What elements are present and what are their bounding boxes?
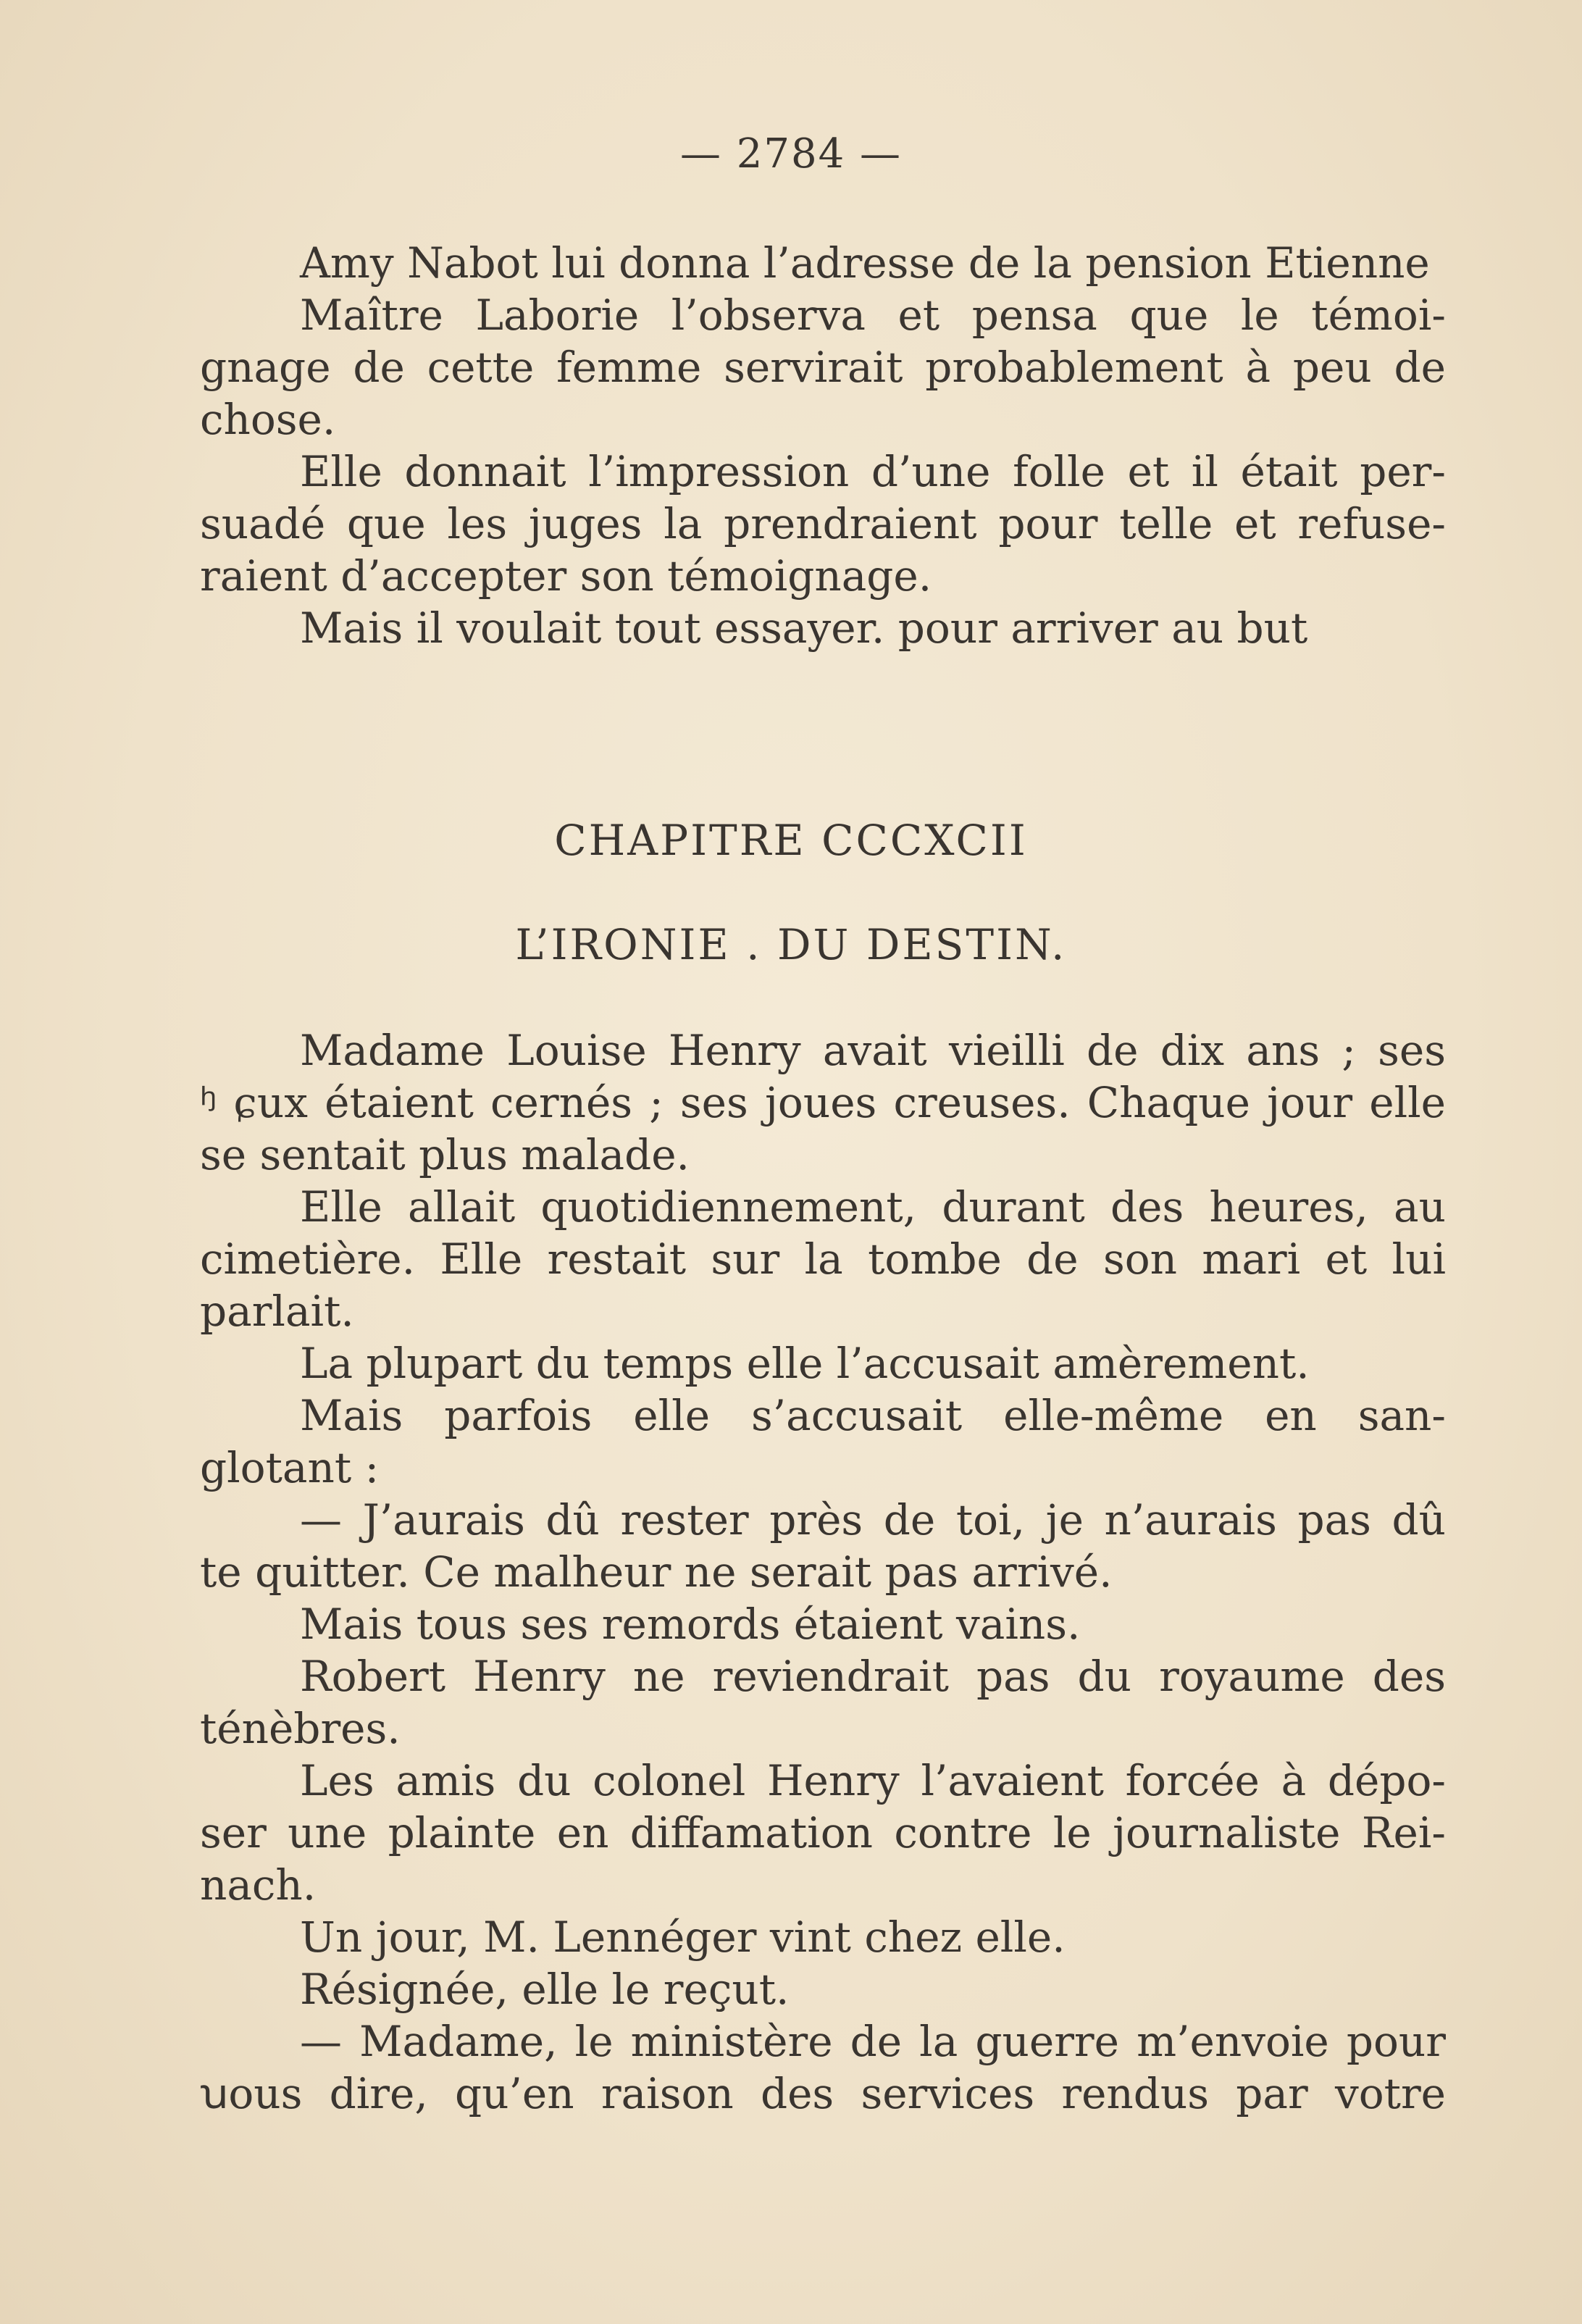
paragraph-line: Elle donnait l’impression d’une folle et il était per- — [300, 447, 1446, 496]
paragraph-line: Mais il voulait tout essayer. pour arriver au but — [300, 603, 1308, 653]
paragraph-line: — Madame, le ministère de la guerre m’envoie pour — [300, 2017, 1446, 2066]
paragraph-line: — J’aurais dû rester près de toi, je n’aurais pas dû — [300, 1495, 1446, 1545]
paragraph-line: Maître Laborie l’observa et pensa que le témoi- — [300, 290, 1446, 340]
paragraph-line: ténèbres. — [200, 1704, 401, 1753]
paragraph-line: ꭒous dire, qu’en raison des services rendus par votre — [200, 2069, 1446, 2118]
paragraph-line: te quitter. Ce malheur ne serait pas arrivé. — [200, 1547, 1113, 1597]
paragraph-line: raient d’accepter son témoignage. — [200, 551, 932, 601]
paragraph-line: se sentait plus malade. — [200, 1130, 690, 1179]
paragraph-line: Robert Henry ne reviendrait pas du royaume des — [300, 1652, 1446, 1701]
paragraph-line: parlait. — [200, 1287, 354, 1336]
chapter-heading: CHAPITRE CCCXCII — [554, 816, 1028, 865]
paragraph-line: Les amis du colonel Henry l’avaient forcée à dépo- — [300, 1756, 1446, 1805]
paragraph-line: ser une plainte en diffamation contre le journaliste Rei- — [200, 1808, 1446, 1857]
paragraph-line: Elle allait quotidiennement, durant des heures, au — [300, 1182, 1446, 1232]
paragraph-line: Amy Nabot lui donna l’adresse de la pension Etienne — [300, 238, 1430, 288]
paragraph-line: Un jour, M. Lennéger vint chez elle. — [300, 1913, 1066, 1962]
paragraph-line: cimetière. Elle restait sur la tombe de son mari et lui — [200, 1234, 1446, 1284]
paragraph-line: gnage de cette femme servirait probablement à peu de — [200, 343, 1446, 392]
page-number: — 2784 — — [679, 130, 903, 177]
paragraph-line: nach. — [200, 1860, 317, 1910]
paragraph-line: glotant : — [200, 1443, 380, 1492]
paragraph-line: La plupart du temps elle l’accusait amèrement. — [300, 1339, 1310, 1388]
paragraph-line: ꭜ ɕux étaient cernés ; ses joues creuses. Chaque jour elle — [200, 1078, 1446, 1127]
chapter-body — [200, 1024, 1446, 2120]
paragraph-line: Madame Louise Henry avait vieilli de dix ans ; ses — [300, 1026, 1446, 1075]
paragraph-line: Mais parfois elle s’accusait elle-même en san- — [300, 1391, 1446, 1440]
text-before-chapter — [200, 237, 1446, 654]
paragraph-line: Mais tous ses remords étaient vains. — [300, 1600, 1081, 1649]
chapter-subtitle: L’IRONIE . DU DESTIN. — [515, 920, 1067, 969]
paragraph-line: chose. — [200, 395, 336, 444]
paragraph-line: suadé que les juges la prendraient pour telle et refuse- — [200, 499, 1446, 548]
paragraph-line: Résignée, elle le reçut. — [300, 1965, 790, 2014]
